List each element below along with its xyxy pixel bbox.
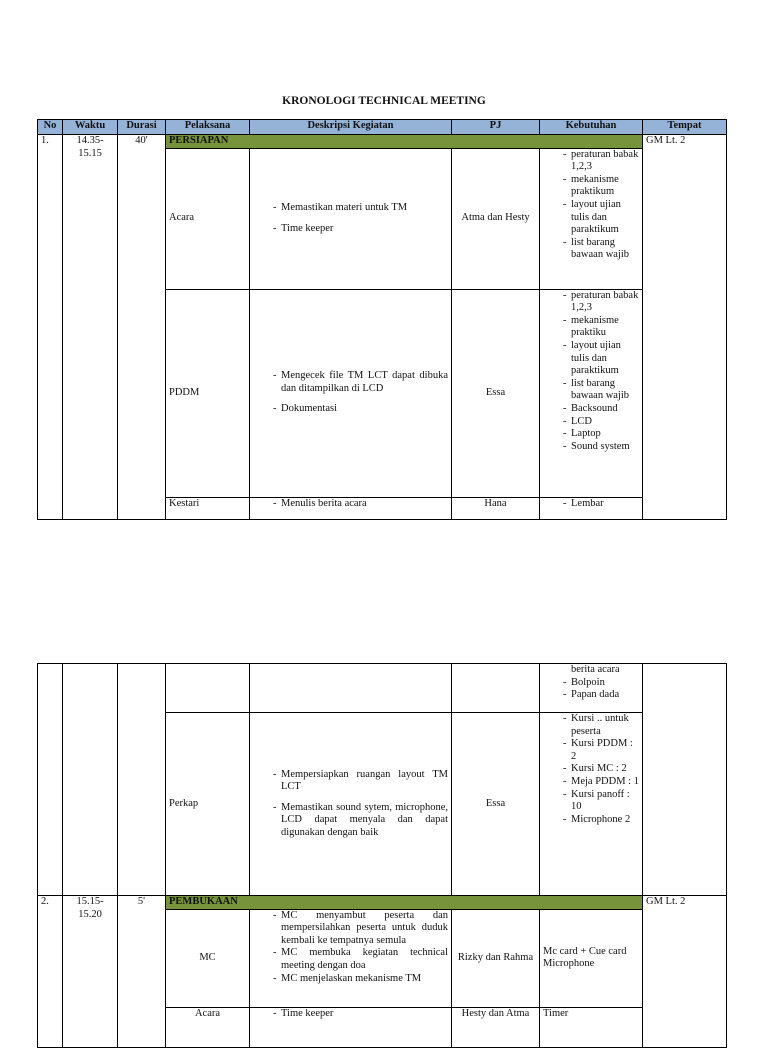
kronologi-table-page2 — [37, 663, 727, 1048]
cell-kebutuhan — [540, 909, 643, 1007]
list-item: - mekanisme praktiku — [543, 315, 639, 340]
list-item: - list barang bawaan wajib — [543, 378, 639, 403]
list-item: - mekanisme praktikum — [543, 174, 639, 199]
cell-pj — [452, 664, 540, 713]
section-row-pembukaan — [38, 896, 727, 910]
cell-tempat: GM Lt. 2 — [643, 135, 727, 520]
list-item: - Bolpoin — [543, 677, 639, 690]
list-item: - list barang bawaan wajib — [543, 237, 639, 262]
list-item: - peraturan babak 1,2,3 — [543, 149, 639, 174]
list-item: - layout ujian tulis dan paraktikum — [543, 199, 639, 237]
cell-pj: Atma dan Hesty — [452, 148, 540, 289]
cell-pelaksana: Acara — [166, 148, 250, 289]
cell-pj: Rizky dan Rahma — [452, 909, 540, 1007]
list-item: - Microphone 2 — [543, 814, 639, 827]
list-item: - Time keeper — [253, 223, 448, 236]
header-durasi: Durasi — [118, 120, 166, 135]
cell-no: 2. — [38, 896, 63, 1048]
header-no: No — [38, 120, 63, 135]
cell-deskripsi — [250, 664, 452, 713]
list-item-continued: berita acara — [571, 664, 620, 675]
list-item: - layout ujian tulis dan paraktikum — [543, 340, 639, 378]
cell-deskripsi — [250, 1007, 452, 1047]
cell-kebutuhan — [540, 497, 643, 519]
cell-no: 1. — [38, 135, 63, 520]
header-deskripsi: Deskripsi Kegiatan — [250, 120, 452, 135]
list-item: - Memastikan materi untuk TM — [253, 202, 448, 215]
table-header-row — [38, 120, 727, 135]
header-pj: PJ — [452, 120, 540, 135]
list-item: - Backsound — [543, 403, 639, 416]
cell-pelaksana: MC — [166, 909, 250, 1007]
cell-kebutuhan: Timer — [540, 1007, 643, 1047]
list-item: - Time keeper — [253, 1008, 448, 1021]
list-item: - Memastikan sound sytem, microphone, LCD dapat menyala dan dapat digunakan dengan baik — [253, 802, 448, 840]
cell-deskripsi — [250, 713, 452, 896]
header-tempat: Tempat — [643, 120, 727, 135]
cell-deskripsi — [250, 148, 452, 289]
list-item: - Lembar — [543, 498, 639, 511]
document-title: KRONOLOGI TECHNICAL MEETING — [282, 95, 486, 107]
list-item: - Kursi .. untuk peserta — [543, 713, 639, 738]
list-item: - Sound system — [543, 441, 639, 454]
cell-pelaksana: PDDM — [166, 289, 250, 497]
cell-pj: Essa — [452, 289, 540, 497]
cell-durasi — [118, 664, 166, 896]
header-waktu: Waktu — [63, 120, 118, 135]
cell-waktu — [63, 664, 118, 896]
cell-tempat — [643, 664, 727, 896]
header-kebutuhan: Kebutuhan — [540, 120, 643, 135]
cell-deskripsi — [250, 289, 452, 497]
list-item: - LCD — [543, 416, 639, 429]
list-item: - Mengecek file TM LCT dapat dibuka dan ditampilkan di LCD — [253, 370, 448, 395]
cell-no — [38, 664, 63, 896]
list-item: - Menulis berita acara — [253, 498, 448, 511]
list-item: Mc card + Cue card — [543, 945, 627, 957]
cell-pelaksana — [166, 664, 250, 713]
list-item: - Mempersiapkan ruangan layout TM LCT — [253, 769, 448, 794]
list-item: - Papan dada — [543, 689, 639, 702]
table-row — [38, 664, 727, 713]
cell-waktu: 14.35- 15.15 — [63, 135, 118, 520]
list-item: - MC membuka kegiatan technical meeting dengan doa — [253, 947, 448, 972]
list-item: - MC menjelaskan mekanisme TM — [253, 973, 448, 986]
cell-pj: Hana — [452, 497, 540, 519]
list-item: - Laptop — [543, 428, 639, 441]
cell-kebutuhan — [540, 664, 643, 713]
cell-durasi: 5' — [118, 896, 166, 1048]
cell-kebutuhan — [540, 289, 643, 497]
cell-pelaksana: Perkap — [166, 713, 250, 896]
cell-pelaksana: Acara — [166, 1007, 250, 1047]
list-item: - peraturan babak 1,2,3 — [543, 290, 639, 315]
list-item: - MC menyambut peserta dan mempersilahkan peserta untuk duduk kembali ke tempatnya semula — [253, 910, 448, 948]
cell-tempat: GM Lt. 2 — [643, 896, 727, 1048]
cell-pj: Hesty dan Atma — [452, 1007, 540, 1047]
cell-durasi: 40' — [118, 135, 166, 520]
cell-kebutuhan — [540, 148, 643, 289]
list-item: - Kursi panoff : 10 — [543, 789, 639, 814]
list-item: - Dokumentasi — [253, 403, 448, 416]
list-item: - Kursi MC : 2 — [543, 763, 639, 776]
section-row-persiapan — [38, 135, 727, 149]
kronologi-table-page1 — [37, 119, 727, 520]
list-item: Microphone — [543, 958, 595, 970]
section-label: PEMBUKAAN — [166, 896, 643, 910]
cell-kebutuhan — [540, 713, 643, 896]
cell-deskripsi — [250, 909, 452, 1007]
cell-pj: Essa — [452, 713, 540, 896]
list-item: - Kursi PDDM : 2 — [543, 738, 639, 763]
cell-deskripsi — [250, 497, 452, 519]
list-item: - Meja PDDM : 1 — [543, 776, 639, 789]
header-pelaksana: Pelaksana — [166, 120, 250, 135]
cell-waktu: 15.15- 15.20 — [63, 896, 118, 1048]
section-label: PERSIAPAN — [166, 135, 643, 149]
cell-pelaksana: Kestari — [166, 497, 250, 519]
